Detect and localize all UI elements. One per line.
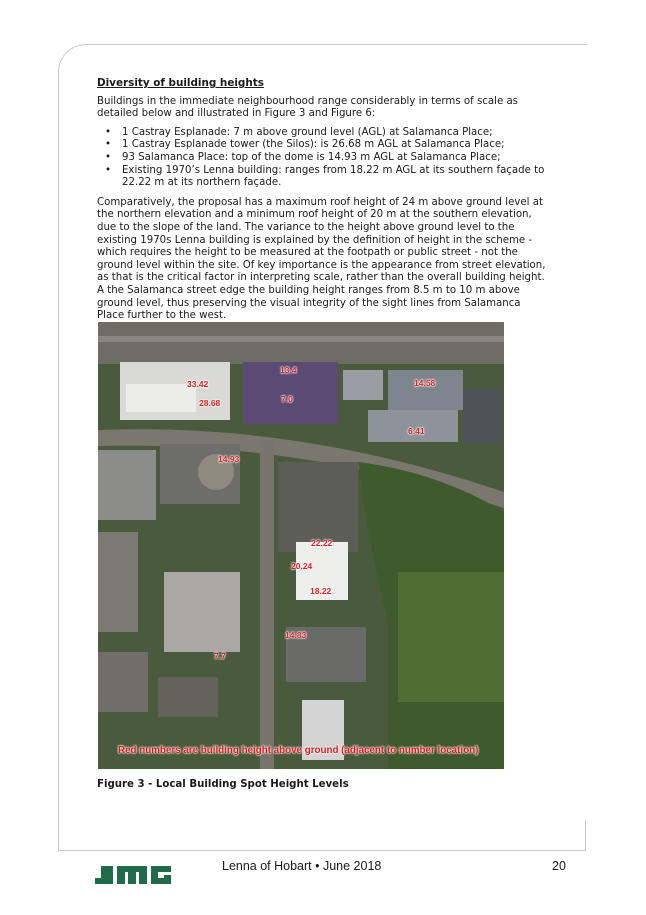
list-item: • Existing 1970’s Lenna building: ranges from 18.22 m AGL at its southern façade to 22.22 m at its northern façade. [122, 165, 549, 190]
height-label: 14.93 [218, 454, 240, 464]
height-label: 7.0 [281, 394, 293, 404]
section-heading: Diversity of building heights [97, 77, 264, 89]
height-label: 20.24 [291, 561, 313, 571]
height-label: 14.83 [285, 630, 307, 640]
footer-rule-right [585, 820, 586, 850]
list-item: • 1 Castray Esplanade: 7 m above ground level (AGL) at Salamanca Place; [122, 127, 549, 140]
intro-paragraph: Buildings in the immediate neighbourhood range considerably in terms of scale as detailed below and illustrated in Figure 3 and Figure 6: [97, 95, 518, 120]
height-label: 14.58 [414, 378, 436, 388]
height-label: 7.7 [214, 651, 226, 661]
height-list [97, 127, 549, 190]
list-item: • 93 Salamanca Place: top of the dome is 14.93 m AGL at Salamanca Place; [122, 152, 549, 165]
list-item: • 1 Castray Esplanade tower (the Silos): is 26.68 m AGL at Salamanca Place; [122, 139, 549, 152]
aerial-map [98, 322, 504, 769]
height-label: 18.22 [310, 586, 332, 596]
jmg-logo [93, 862, 173, 890]
height-label: 6.41 [408, 426, 425, 436]
footer-rule [58, 850, 586, 851]
aerial-photo [98, 322, 504, 769]
figure-caption: Figure 3 - Local Building Spot Height Levels [97, 779, 349, 790]
footer-title: Lenna of Hobart • June 2018 [222, 859, 382, 873]
height-label: 28.68 [199, 398, 221, 408]
comparison-paragraph: Comparatively, the proposal has a maximum roof height of 24 m above ground level at the northern elevation and a minimum roof height of 20 m at the southern elevation, due to the slope of the land. The variance to the height above ground level to the existing 1970s Lenna building is explained by the definition of height in the scheme - which requires the height to be measured at the footpath or public street - not the ground level within the site. Of key importance is the appearance from street elevation, as that is the critical factor in interpreting scale, rather than the overall building height. A the Salamanca street edge the building height ranges from 8.5 m to 10 m above ground level, thus preserving the visual integrity of the sight lines from Salamanca Place further to the west. [97, 196, 546, 322]
section-body [97, 77, 549, 329]
page-number: 20 [552, 859, 566, 873]
height-label: 33.42 [187, 379, 209, 389]
height-label: 22.22 [311, 538, 333, 548]
height-label: 13.4 [280, 365, 297, 375]
map-note: Red numbers are building height above ground (adjacent to number location) [118, 745, 479, 756]
